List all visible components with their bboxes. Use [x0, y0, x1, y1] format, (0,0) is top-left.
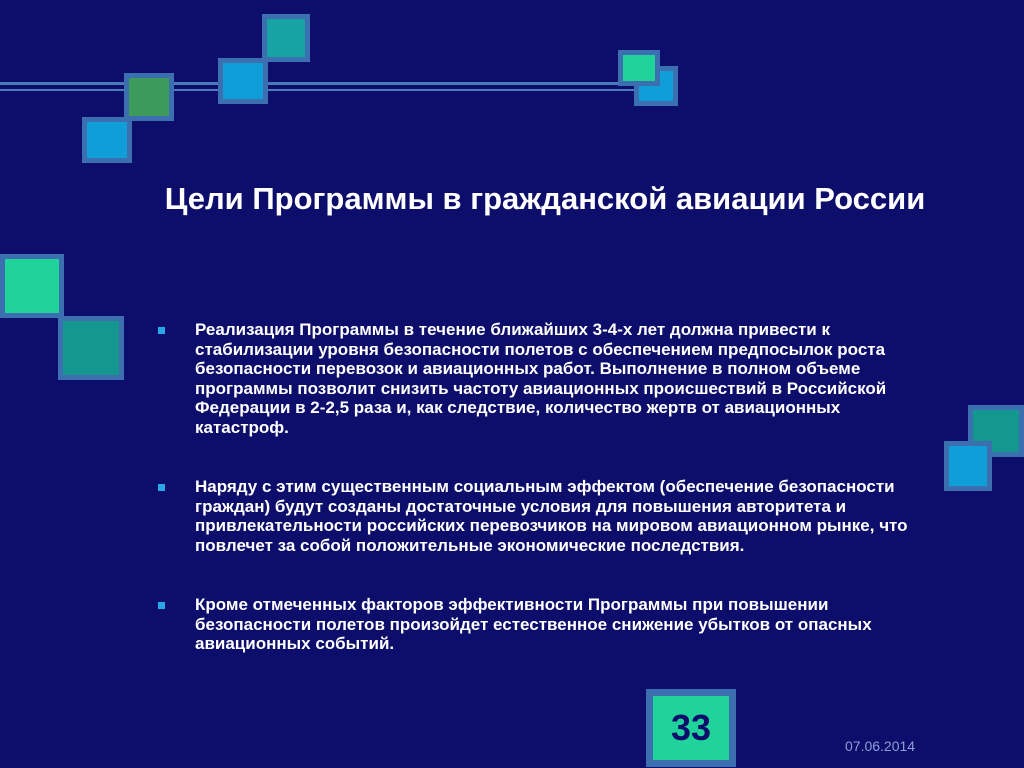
decor-square [82, 117, 132, 163]
slide-number-box [646, 689, 736, 767]
decor-square [618, 50, 660, 86]
bullet-square-icon [158, 484, 165, 491]
slide-title: Цели Программы в гражданской авиации России [164, 181, 926, 216]
list-item [155, 595, 925, 654]
bullet-text: Кроме отмеченных факторов эффективности Программы при повышении безопасности полетов произойдет естественное снижение убытков от опасных авиационных событий. [195, 595, 872, 653]
decor-square [0, 254, 64, 318]
slide-date: 07.06.2014 [845, 738, 916, 754]
slide-number: 33 [670, 707, 712, 748]
bullet-text: Реализация Программы в течение ближайших 3-4-х лет должна привести к стабилизации уровня безопасности полетов с обеспечением предпосылок роста безопасности перевозок и авиационных работ. Выполнение в полном объеме программы позволит снизить частоту авиационных происшествий в Российской Федерации в 2-2,5 раза и, как следствие, количество жертв от авиационных катастроф. [195, 320, 887, 437]
decor-line-top-2 [0, 89, 640, 91]
bullet-square-icon [158, 327, 165, 334]
bullet-text: Наряду с этим существенным социальным эффектом (обеспечение безопасности граждан) будут созданы достаточные условия для повышения авторитета и привлекательности российских перевозчиков на мировом авиационном рынке, что повлечет за собой положительные экономические последствия. [195, 477, 908, 555]
decor-square [944, 441, 992, 491]
decor-square [218, 58, 268, 104]
bullet-list [155, 320, 925, 654]
decor-square [124, 73, 174, 121]
decor-line-top [0, 82, 640, 85]
decor-square [262, 14, 310, 62]
list-item [155, 320, 925, 437]
list-item [155, 477, 925, 555]
bullet-square-icon [158, 602, 165, 609]
decor-square [58, 316, 124, 380]
